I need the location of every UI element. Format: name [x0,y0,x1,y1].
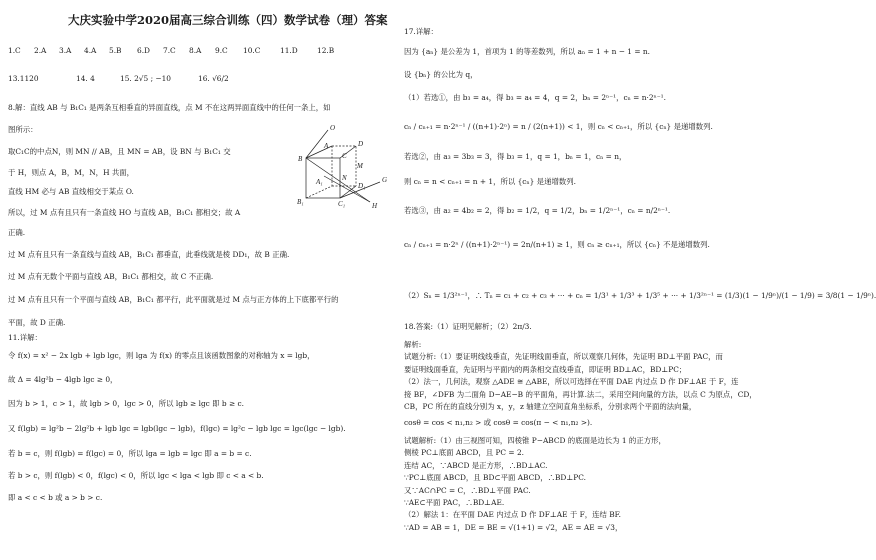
answer-item: 4.A [84,46,97,55]
text-line: 直线 HM 必与 AB 直线相交于某点 O. [8,187,134,196]
figure-label: C₁ [338,200,346,208]
text-line: 若选③，由 a₂ = 4b₂ = 2，得 b₂ = 1/2，q = 1/2，bₙ = 1/2ⁿ⁻¹，cₙ = n/2ⁿ⁻¹. [404,206,671,215]
text-line: ∵PC⊥底面 ABCD，且 BD⊂平面 ABCD，∴BD⊥PC. [404,473,586,482]
text-line: 正确. [8,228,26,237]
text-line: 试题分析:（1）要证明线线垂直，先证明线面垂直，所以观察几何体，先证明 BD⊥平面 PAC，而 [404,352,723,361]
text-line: 17.详解： [404,27,438,36]
text-line: 连结 AC，∵ABCD 是正方形，∴BD⊥AC. [404,461,548,470]
answer-item: 16. √6/2 [198,74,229,83]
answer-item: 14. 4 [76,74,95,83]
text-line: 图所示： [8,125,38,134]
answer-item: 7.C [163,46,176,55]
left-column [8,0,388,560]
text-line: 故 Δ = 4lg²b − 4lgb lgc ≥ 0， [8,375,118,384]
text-line: 则 cₙ = n < cₙ₊₁ = n + 1，所以 {cₙ} 是递增数列. [404,177,576,186]
text-line: 因为 b > 1，c > 1，故 lgb > 0，lgc > 0，所以 lgb ≥ lgc 即 b ≥ c. [8,399,245,408]
answer-item: 15. 2√5 ; −10 [120,74,172,83]
text-line: cₙ / cₙ₊₁ = n·2ⁿ / ((n+1)·2ⁿ⁻¹) = 2n/(n+1) ≥ 1，则 cₙ ≥ cₙ₊₁，所以 {cₙ} 不是递增数列. [404,240,710,249]
text-line: 令 f(x) = x² − 2x lgb + lgb lgc，则 lga 为 f(x) 的零点且该函数图象的对称轴为 x = lgb， [8,351,315,360]
figure-label: B [298,155,303,163]
text-line: 侧棱 PC⊥底面 ABCD，且 PC = 2. [404,448,525,457]
text-line: 若 b > c，则 f(lgb) < 0，f(lgc) < 0，所以 lgc < lga < lgb 即 c < a < b. [8,471,264,480]
answer-item: 2.A [34,46,47,55]
figure-label: D [358,140,364,148]
answer-item: 11.D [280,46,298,55]
figure-label: A [324,142,329,150]
text-line: 设 {bₙ} 的公比为 q， [404,70,478,79]
text-line: 又 f(lgb) = lg²b − 2lg²b + lgb lgc = lgb(lgc − lgb)，f(lgc) = lg²c − lgb lgc = lgc(lgc − lgb). [8,424,346,433]
text-line: （2）解法 1：在平面 DAE 内过点 D 作 DF⊥AE 于 F，连结 BF. [404,510,622,519]
text-line: 过 M 点有无数个平面与直线 AB，B₁C₁ 都相交，故 C 不正确. [8,272,214,281]
answer-row-fill [8,74,248,83]
text-line: 所以，过 M 点有且只有一条直线 HO 与直线 AB，B₁C₁ 都相交；故 A [8,208,241,217]
text-line: 若 b = c，则 f(lgb) = f(lgc) = 0，所以 lga = lgb = lgc 即 a = b = c. [8,449,252,458]
figure-label: A₁ [316,178,323,186]
text-line: 11.详解： [8,333,42,342]
text-line: 过 M 点有且只有一个平面与直线 AB，B₁C₁ 都平行，此平面就是过 M 点与正方体的上下底都平行的 [8,295,339,304]
text-line: 又∵AC∩PC = C，∴BD⊥平面 PAC. [404,486,531,495]
answer-item: 3.A [59,46,72,55]
cube-figure [284,124,394,212]
answer-item: 5.B [109,46,122,55]
text-line: cₙ / cₙ₊₁ = n·2ⁿ⁻¹ / ((n+1)·2ⁿ) = n / (2(n+1)) < 1，则 cₙ < cₙ₊₁，所以 {cₙ} 是递增数列. [404,122,713,131]
answer-item: 12.B [317,46,335,55]
text-line: 18.答案:（1）证明见解析；（2）2π/3. [404,322,532,331]
text-line: （1）若选①，由 b₃ = a₄，得 b₃ = a₄ = 4，q = 2，bₙ = 2ⁿ⁻¹，cₙ = n·2ⁿ⁻¹. [404,93,666,102]
figure-label: O [330,124,336,132]
figure-label: D₁ [358,182,366,190]
figure-label: G [382,176,388,184]
text-line: 接 BF，∠DFB 为二面角 D−AE−B 的平面角，再计算.法二，采用空间向量的方法，以点 C 为原点，CD， [404,390,757,399]
text-line: 过 M 点有且只有一条直线与直线 AB，B₁C₁ 都垂直，此垂线就是棱 DD₁，故 B 正确. [8,250,290,259]
text-line: 取C₁C的中点N，则 MN // AB，且 MN = AB，设 BN 与 B₁C₁ 交 [8,147,231,156]
figure-label: C [342,152,347,160]
answer-item: 10.C [243,46,261,55]
figure-label: H [372,202,378,210]
figure-label: M [357,162,363,170]
text-line: ∵AE⊂平面 PAC，∴BD⊥AE. [404,498,505,507]
answer-item: 13.1120 [8,74,39,83]
right-column [404,0,876,560]
text-line: 试题解析:（1）由三视图可知，四棱锥 P−ABCD 的底面是边长为 1 的正方形， [404,436,666,445]
text-line: 即 a < c < b 或 a > b > c. [8,493,103,502]
text-line: cosθ = cos < n₁,n₂ > 或 cosθ = cos(π − < n₁,n₂ >). [404,418,593,427]
text-line: （2）法一，几何法，观察 △ADE ≅ △ABE，所以可选择在平面 DAE 内过点 D 作 DF⊥AE 于 F，连 [404,377,739,386]
answer-row-choices [8,46,343,55]
text-line: 若选②，由 a₃ = 3b₃ = 3，得 b₃ = 1，q = 1，bₙ = 1，cₙ = n， [404,152,627,161]
answer-item: 8.A [189,46,202,55]
text-line: 平面，故 D 正确. [8,318,66,327]
figure-label: N [342,174,347,182]
text-line: 要证明线面垂直，先证明与平面内的两条相交直线垂直，即证明 BD⊥AC，BD⊥PC； [404,365,687,374]
text-line: CB，PC 所在的直线分别为 x，y，z 轴建立空间直角坐标系，分别求两个平面的法向量， [404,402,697,411]
page-title: 大庆实验中学2020届高三综合训练（四）数学试卷（理）答案 [68,13,388,27]
text-line: ∵AD = AB = 1，DE = BE = √(1+1) = √2，AE = AE = √3， [404,523,623,532]
text-line: 因为 {aₙ} 是公差为 1，首项为 1 的等差数列，所以 aₙ = 1 + n − 1 = n. [404,47,650,56]
figure-label: B₁ [297,198,304,206]
answer-item: 6.D [137,46,150,55]
answer-item: 1.C [8,46,21,55]
text-line: 8.解：直线 AB 与 B₁C₁ 是两条互相垂直的异面直线，点 M 不在这两异面直线中的任何一条上，如 [8,103,331,112]
text-line: 于 H，则点 A，B，M，N，H 共面， [8,168,135,177]
answer-item: 9.C [215,46,228,55]
text-line: 解析: [404,340,422,349]
text-line: （2）Sₙ = 1/3²ⁿ⁻¹，∴ Tₙ = c₁ + c₂ + c₃ + ··· + cₙ = 1/3¹ + 1/3³ + 1/3⁵ + ··· + 1/3²ⁿ⁻¹ = (1/3)(1 − 1/9ⁿ)/(1 − 1/9) = 3/8(1 − 1/9ⁿ). [404,291,876,300]
